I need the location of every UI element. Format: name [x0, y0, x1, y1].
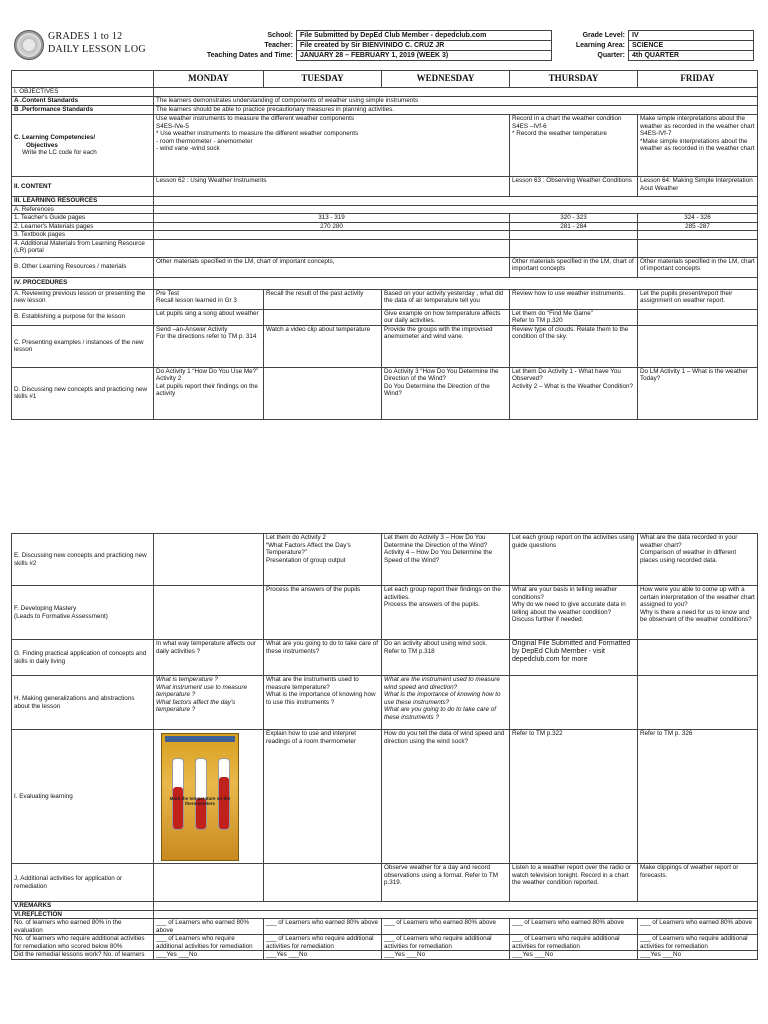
reflection-row3-thu: ___Yes ___No [510, 951, 638, 960]
proc-j-fri: Make clippings of weather report or forecasts. [638, 864, 758, 902]
area-label: Learning Area: [575, 42, 625, 49]
proc-c-wed: Provide the groups with the improvised anemometer and wind vane. [382, 325, 510, 367]
proc-h-tue: What are the instruments used to measure temperature? What is the importance of knowing how to use this instruments ? [264, 676, 382, 730]
proc-h-wed: What are the instrument used to measure wind speed and direction? What is the importance of knowing how to use these instruments? What are you going to do to take care of these instruments ? [382, 676, 510, 730]
lc-thursday: Record in a chart the weather condition S4ES –IVf-6 * Record the weather temperature [510, 115, 638, 177]
proc-j-label: J. Additional activities for application or remediation [12, 864, 154, 902]
content-thursday: Lesson 63 : Observing Weather Conditions [510, 177, 638, 197]
reflection-row3-wed: ___Yes ___No [382, 951, 510, 960]
content-standards-label: A .Content Standards [12, 97, 154, 106]
school-value: File Submitted by DepEd Club Member - depedclub.com [297, 31, 552, 41]
proc-f-label: F. Developing Mastery (Leads to Formative Assessment) [12, 586, 154, 640]
proc-d-wed: Do Activity 3 “How Do You Determine the Direction of the Wind? Do You Determine the Direction of the Wind? [382, 367, 510, 419]
day-header-monday: MONDAY [154, 71, 264, 88]
proc-i-label: I. Evaluating learning [12, 730, 154, 864]
proc-d-mon: Do Activity 1 “How Do You Use Me?” Activity 2 Let pupils report their findings on the activity [154, 367, 264, 419]
teachers-guide-mon: 313 - 319 [154, 214, 510, 223]
content-standards-value: The learners demonstrates understanding of components of weather using simple instruments [154, 97, 758, 106]
proc-c-mon: Send –an-Answer Activity For the directions refer to TM p. 314 [154, 325, 264, 367]
reflection-row1-fri: ___ of Learners who earned 80% above [638, 919, 758, 935]
day-header-friday: FRIDAY [638, 71, 758, 88]
objectives-label: I. OBJECTIVES [12, 88, 154, 97]
proc-f-wed: Let each group report their findings on the activities. Process the answers of the pupils. [382, 586, 510, 640]
remarks-label: V.REMARKS [12, 902, 154, 911]
proc-i-thu: Refer to TM p.322 [510, 730, 638, 864]
evaluation-image-cell [154, 730, 264, 864]
proc-j-wed: Observe weather for a day and record observations using a format. Refer to TM p.319. [382, 864, 510, 902]
worksheet-title-bar [165, 736, 235, 742]
header-left-meta [194, 30, 552, 61]
reflection-row2-thu: ___ of Learners who require additional activities for remediation [510, 935, 638, 951]
proc-f-fri: How were you able to come up with a certain interpretation of the weather chart assigned to you? Why is there a need for us to know and be observant of the weather conditions? [638, 586, 758, 640]
proc-e-fri: What are the data recorded in your weather chart? Comparison of weather in different places using recorded data. [638, 534, 758, 586]
proc-b-mon: Let pupils sing a song about weather [154, 309, 264, 325]
learning-competencies-label: C. Learning Competencies/ Objectives Write the LC code for each [12, 115, 154, 177]
dates-label: Teaching Dates and Time: [206, 52, 293, 59]
procedures-label: IV. PROCEDURES [12, 277, 154, 289]
proc-c-tue: Watch a video clip about temperature [264, 325, 382, 367]
reflection-row1-thu: ___ of Learners who earned 80% above [510, 919, 638, 935]
corner-cell [12, 71, 154, 88]
day-header-thursday: THURSDAY [510, 71, 638, 88]
dates-value: JANUARY 28 – FEBRUARY 1, 2019 (WEEK 3) [297, 51, 552, 61]
header-right-meta [554, 30, 754, 61]
content-friday: Lesson 64: Making Simple Interpretation Aout Weather [638, 177, 758, 197]
quarter-value: 4th QUARTER [629, 51, 754, 61]
proc-h-label: H. Making generalizations and abstractions about the lesson [12, 676, 154, 730]
proc-i-wed: How do you tell the data of wind speed and direction using the wind sock? [382, 730, 510, 864]
proc-b-thu: Let them do “Find Me Game” Refer to TM p.320 [510, 309, 638, 325]
other-resources-thu: Other materials specified in the LM, chart of important concepts [510, 257, 638, 277]
learners-materials-label: 2. Learner's Materials pages [12, 222, 154, 231]
reflection-row2-label: No. of learners who require additional activities for remediation who scored below 80% [12, 935, 154, 951]
grade-value: IV [629, 31, 754, 41]
additional-materials-label: 4. Additional Materials from Learning Resource (LR) portal [12, 239, 154, 257]
learners-materials-mon: 270 280 [154, 222, 510, 231]
proc-g-wed: Do an activity about using wind sock. Refer to TM p.318 [382, 640, 510, 676]
teachers-guide-fri: 324 - 326 [638, 214, 758, 223]
reflection-row3-mon: ___Yes ___No [154, 951, 264, 960]
proc-f-tue: Process the answers of the pupils [264, 586, 382, 640]
other-resources-mon: Other materials specified in the LM, chart of important concepts, [154, 257, 510, 277]
thermometer-1 [172, 758, 184, 830]
reflection-row2-fri: ___ of Learners who require additional activities for remediation [638, 935, 758, 951]
deped-seal-icon [14, 30, 44, 60]
proc-d-thu: Let them Do Activity 1 - What have You Observed? Activity 2 – What is the Weather Condition? [510, 367, 638, 419]
proc-b-label: B. Establishing a purpose for the lesson [12, 309, 154, 325]
proc-h-mon: What is temperature ? What instrument use to measure temperature ? What factors affect the day’s temperature ? [154, 676, 264, 730]
reflection-row3-label: Did the remedial lessons work? No. of learners [12, 951, 154, 960]
proc-c-label: C. Presenting examples / instances of the new lesson [12, 325, 154, 367]
proc-a-fri: Let the pupils present/report their assignment on weather report. [638, 289, 758, 309]
lesson-log-table-top [11, 70, 758, 420]
lesson-log-table-bottom [11, 533, 758, 960]
reflection-row3-fri: ___Yes ___No [638, 951, 758, 960]
proc-b-wed: Give example on how temperature affects our daily activities. [382, 309, 510, 325]
reflection-row1-wed: ___ of Learners who earned 80% above [382, 919, 510, 935]
teacher-value: File created by Sir BIENVINIDO C. CRUZ JR [297, 41, 552, 51]
reflection-row3-tue: ___Yes ___No [264, 951, 382, 960]
quarter-label: Quarter: [597, 52, 625, 59]
grade-label: Grade Level: [582, 32, 625, 39]
proc-j-thu: Listen to a weather report over the radio or watch television tonight. Record in a chart the weather condition reported. [510, 864, 638, 902]
textbook-label: 3. Textbook pages [12, 231, 154, 240]
performance-standards-value: The learners should be able to practice precautionary measures in planning activities. [154, 106, 758, 115]
lc-friday: Make simple interpretations about the weather as recorded in the weather chart S4ES-IVf-7 *Make simple interpretations about the weather as recorded in the weather chart [638, 115, 758, 177]
learners-materials-fri: 285 -287 [638, 222, 758, 231]
lc-mon-tue-wed: Use weather instruments to measure the different weather components S4ES-IVe-5 * Use weather instruments to measure the different weather components - room thermometer - anemometer - wind vane -wind sock [154, 115, 510, 177]
proc-e-label: E. Discussing new concepts and practicing new skills #2 [12, 534, 154, 586]
reflection-row2-tue: ___ of Learners who require additional activities for remediation [264, 935, 382, 951]
form-header [8, 28, 760, 62]
thermometer-2 [195, 758, 207, 830]
references-label: A. References [12, 205, 154, 214]
proc-d-label: D. Discussing new concepts and practicing new skills #1 [12, 367, 154, 419]
teacher-label: Teacher: [264, 42, 293, 49]
reflection-row2-mon: ___ of Learners who require additional activities for remediation [154, 935, 264, 951]
proc-a-tue: Recall the result of the past activity [264, 289, 382, 309]
reflection-row1-mon: ___ of Learners who earned 80% above [154, 919, 264, 935]
reflection-row1-tue: ___ of Learners who earned 80% above [264, 919, 382, 935]
performance-standards-label: B .Performance Standards [12, 106, 154, 115]
resources-label: III. LEARNING RESOURCES [12, 197, 154, 206]
form-title: GRADES 1 to 12 DAILY LESSON LOG [48, 31, 146, 55]
proc-g-label: G. Finding practical application of concepts and skills in daily living [12, 640, 154, 676]
proc-e-thu: Let each group report on the activities using guide questions [510, 534, 638, 586]
area-value: SCIENCE [629, 41, 754, 51]
reflection-row1-label: No. of learners who earned 80% in the evaluation [12, 919, 154, 935]
proc-a-thu: Review how to use weather instruments. [510, 289, 638, 309]
proc-a-label: A. Reviewing previous lesson or presenting the new lesson [12, 289, 154, 309]
other-resources-fri: Other materials specified in the LM, chart of important concepts [638, 257, 758, 277]
proc-a-wed: Based on your activity yesterday , what did the data of air temperature tell you [382, 289, 510, 309]
proc-i-fri: Refer to TM p. 326 [638, 730, 758, 864]
proc-g-thu-watermark: Original File Submitted and Formatted by DepEd Club Member - visit depedclub.com for more [510, 640, 638, 676]
teachers-guide-label: 1. Teacher's Guide pages [12, 214, 154, 223]
proc-f-thu: What are your basis in telling weather conditions? Why do we need to give accurate data in telling about the weather condition? Discuss further if needed. [510, 586, 638, 640]
proc-i-tue: Explain how to use and interpret readings of a room thermometer [264, 730, 382, 864]
proc-c-thu: Review type of clouds. Relate them to the condition of the sky. [510, 325, 638, 367]
reflection-label: VI.REFLECTION [12, 910, 154, 919]
proc-g-tue: What are you going to do to take care of these instruments? [264, 640, 382, 676]
learners-materials-thu: 281 - 284 [510, 222, 638, 231]
proc-e-wed: Let them do Activity 3 – How Do You Determine the Direction of the Wind? Activity 4 – How Do You Determine the Speed of the Wind? [382, 534, 510, 586]
school-label: School: [267, 32, 293, 39]
content-label: II. CONTENT [12, 177, 154, 197]
other-resources-label: B. Other Learning Resources / materials [12, 257, 154, 277]
content-monday: Lesson 62 : Using Weather Instruments [154, 177, 510, 197]
day-header-tuesday: TUESDAY [264, 71, 382, 88]
proc-a-mon: Pre Test Recall lesson learned in Gr 3 [154, 289, 264, 309]
proc-d-fri: Do LM Activity 1 – What is the weather Today? [638, 367, 758, 419]
thermometer-3 [218, 758, 230, 830]
proc-g-mon: In what way temperature affects our daily activities ? [154, 640, 264, 676]
teachers-guide-thu: 320 - 323 [510, 214, 638, 223]
thermometer-worksheet-image [161, 733, 239, 861]
proc-e-tue: Let them do Activity 2 “What Factors Affect the Day’s Temperature?” Presentation of group output [264, 534, 382, 586]
day-header-wednesday: WEDNESDAY [382, 71, 510, 88]
worksheet-caption: Mark the temperature on the thermometers [169, 796, 231, 806]
reflection-row2-wed: ___ of Learners who require additional activities for remediation [382, 935, 510, 951]
